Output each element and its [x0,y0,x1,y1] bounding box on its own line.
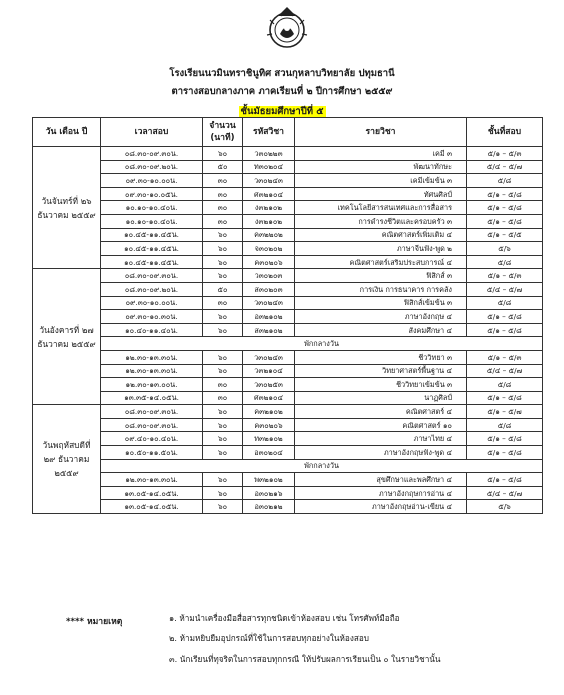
table-row [33,446,543,460]
school-name: โรงเรียนนวมินทราชินูทิศ สวนกุหลาบวิทยาลัย ปทุมธานี [169,68,395,79]
table-row [33,160,543,174]
exam-time-cell: ๐๘.๓๐-๐๙.๒๐น. [101,282,203,296]
table-row [33,174,543,188]
grade-cell: ๕/๑ – ๕/๓ [467,269,543,283]
subject-name-cell: คณิตศาสตร์เสริมประสบการณ์ ๔ [295,255,467,269]
subject-name-cell: ชีววิทยาเข้มข้น ๓ [295,378,467,392]
subject-code-cell: พ๓๒๑๐๒ [243,473,295,487]
table-row [33,269,543,283]
grade-cell: ๕/๑ – ๕/๘ [467,187,543,201]
subject-code-cell: อ๓๐๒๑๒ [243,500,295,514]
subject-name-cell: สุขศึกษาและพลศึกษา ๔ [295,473,467,487]
table-row [33,350,543,364]
grade-cell: ๕/๑ – ๕/๘ [467,323,543,337]
exam-minutes-cell: ๓๐ [203,201,243,215]
exam-day-cell: วันจันทร์ที่ ๒๖ ธันวาคม ๒๕๕๙ [33,147,101,269]
subject-code-cell: ค๓๐๒๐๖ [243,418,295,432]
subject-code-cell: ท๓๐๒๐๔ [243,160,295,174]
subject-name-cell: เคมีเข้มข้น ๓ [295,174,467,188]
exam-minutes-cell: ๖๐ [203,418,243,432]
subject-code-cell: อ๓๐๒๑๖ [243,486,295,500]
table-row [33,228,543,242]
subject-code-cell: ท๓๒๑๐๒ [243,432,295,446]
subject-name-cell: วิทยาศาสตร์พื้นฐาน ๔ [295,364,467,378]
grade-cell: ๕/๑ – ๕/๓ [467,147,543,161]
subject-code-cell: อ๓๒๑๐๒ [243,310,295,324]
subject-code-cell: ว๓๒๑๐๔ [243,364,295,378]
exam-minutes-cell: ๓๐ [203,187,243,201]
exam-time-cell: ๐๘.๓๐-๐๙.๒๐น. [101,160,203,174]
subject-code-cell: ว๓๐๒๒๓ [243,147,295,161]
exam-time-cell: ๑๒.๓๐-๑๓.๓๐น. [101,350,203,364]
subject-code-cell: ศ๓๒๑๐๔ [243,391,295,405]
column-header-time: เวลาสอบ [101,118,203,147]
subject-name-cell: คณิตศาสตร์ ๑๐ [295,418,467,432]
exam-schedule-table [32,117,543,514]
grade-cell: ๕/๔ – ๕/๗ [467,486,543,500]
grade-cell: ๕/๘ [467,174,543,188]
exam-time-cell: ๐๙.๓๐-๑๐.๐๐น. [101,174,203,188]
grade-cell: ๕/๑ – ๕/๘ [467,391,543,405]
subject-name-cell: ภาษาไทย ๔ [295,432,467,446]
subject-name-cell: สังคมศึกษา ๔ [295,323,467,337]
exam-time-cell: ๑๒.๓๐-๑๓.๓๐น. [101,364,203,378]
grade-cell: ๕/๘ [467,255,543,269]
lunch-break-row [33,337,543,351]
table-row [33,282,543,296]
table-row [33,214,543,228]
table-row [33,310,543,324]
exam-time-cell: ๑๓.๐๕-๑๔.๐๕น. [101,500,203,514]
subject-code-cell: ส๓๐๒๐๓ [243,282,295,296]
exam-minutes-cell: ๖๐ [203,432,243,446]
grade-cell: ๕/๘ [467,378,543,392]
column-header-code: รหัสวิชา [243,118,295,147]
exam-time-cell: ๑๐.๔๐-๑๑.๔๐น. [101,323,203,337]
subject-code-cell: ว๓๐๒๔๓ [243,350,295,364]
exam-time-cell: ๑๓.๓๕-๑๔.๐๕น. [101,391,203,405]
exam-time-cell: ๐๘.๓๐-๐๙.๓๐น. [101,405,203,419]
column-header-subject: รายวิชา [295,118,467,147]
subject-code-cell: ค๓๒๒๐๒ [243,228,295,242]
schedule-title: ตารางสอบกลางภาค ภาคเรียนที่ ๒ ปีการศึกษา ๒๕๕๙ [171,86,393,97]
column-header-day: วัน เดือน ปี [33,118,101,147]
exam-minutes-cell: ๖๐ [203,269,243,283]
note-item: ๓. นักเรียนที่ทุจริตในการสอบทุกกรณี ให้ปรับผลการเรียนเป็น ๐ ในรายวิชานั้น [169,654,441,664]
subject-code-cell: จ๓๐๒๐๒ [243,242,295,256]
subject-code-cell: อ๓๐๒๐๔ [243,446,295,460]
grade-cell: ๕/๑ – ๕/๗ [467,405,543,419]
subject-code-cell: ง๓๒๑๐๒ [243,214,295,228]
grade-level-highlight: ชั้นมัธยมศึกษาปีที่ ๕ [240,106,324,117]
grade-cell: ๕/๔ – ๕/๗ [467,160,543,174]
subject-name-cell: พัฒนาทักษะ [295,160,467,174]
subject-name-cell: คณิตศาสตร์ ๔ [295,405,467,419]
exam-time-cell: ๐๘.๓๐-๐๙.๓๐น. [101,269,203,283]
exam-minutes-cell: ๖๐ [203,446,243,460]
table-row [33,296,543,310]
exam-time-cell: ๐๘.๓๐-๐๙.๓๐น. [101,147,203,161]
table-row [33,473,543,487]
exam-day-cell: วันพฤหัสบดีที่ ๒๙ ธันวาคม ๒๕๕๙ [33,405,101,514]
subject-name-cell: คณิตศาสตร์เพิ่มเติม ๔ [295,228,467,242]
table-header-row [33,118,543,147]
exam-time-cell: ๑๒.๓๐-๑๓.๓๐น. [101,473,203,487]
subject-code-cell: ว๓๐๒๔๓ [243,174,295,188]
table-row [33,187,543,201]
subject-code-cell: ส๓๒๑๐๒ [243,323,295,337]
notes-title: **** หมายเหตุ [66,617,123,627]
grade-cell: ๕/๑ – ๕/๘ [467,214,543,228]
grade-cell: ๕/๖ [467,242,543,256]
grade-cell: ๕/๔ – ๕/๗ [467,282,543,296]
exam-minutes-cell: ๖๐ [203,147,243,161]
subject-code-cell: ว๓๐๒๕๓ [243,378,295,392]
exam-time-cell: ๐๘.๓๐-๐๙.๓๐น. [101,418,203,432]
column-header-grade: ชั้นที่สอบ [467,118,543,147]
table-row [33,418,543,432]
subject-name-cell: เคมี ๓ [295,147,467,161]
exam-time-cell: ๑๒.๓๐-๑๓.๐๐น. [101,378,203,392]
note-item: ๒. ห้ามหยิบยืมอุปกรณ์ที่ใช้ในการสอบทุกอย่างในห้องสอบ [169,633,369,643]
subject-name-cell: นาฏศิลป์ [295,391,467,405]
exam-minutes-cell: ๖๐ [203,323,243,337]
grade-cell: ๕/๑ – ๕/๘ [467,432,543,446]
subject-code-cell: ค๓๒๑๐๒ [243,405,295,419]
subject-name-cell: การดำรงชีวิตและครอบครัว ๓ [295,214,467,228]
lunch-break-label: พักกลางวัน [101,459,543,473]
column-header-minutes: จำนวน (นาที) [203,118,243,147]
grade-cell: ๕/๖ [467,500,543,514]
exam-time-cell: ๑๐.๑๐-๑๐.๔๐น. [101,214,203,228]
school-seal-icon [264,4,310,50]
lunch-break-row [33,459,543,473]
subject-code-cell: ว๓๐๒๐๓ [243,269,295,283]
exam-time-cell: ๐๙.๓๐-๑๐.๓๐น. [101,310,203,324]
exam-time-cell: ๐๙.๓๐-๑๐.๐๐น. [101,296,203,310]
table-row [33,201,543,215]
exam-minutes-cell: ๕๐ [203,282,243,296]
subject-code-cell: ง๓๒๑๐๒ [243,201,295,215]
exam-minutes-cell: ๓๐ [203,378,243,392]
grade-cell: ๕/๘ [467,296,543,310]
exam-minutes-cell: ๖๐ [203,405,243,419]
exam-time-cell: ๐๙.๔๐-๑๐.๔๐น. [101,432,203,446]
exam-minutes-cell: ๓๐ [203,391,243,405]
exam-minutes-cell: ๖๐ [203,486,243,500]
exam-minutes-cell: ๖๐ [203,310,243,324]
lunch-break-label: พักกลางวัน [101,337,543,351]
subject-name-cell: ภาษาอังกฤษฟัง-พูด ๔ [295,446,467,460]
table-row [33,364,543,378]
subject-name-cell: ภาษาอังกฤษการอ่าน ๔ [295,486,467,500]
exam-minutes-cell: ๓๐ [203,214,243,228]
subject-name-cell: เทคโนโลยีสารสนเทศและการสื่อสาร [295,201,467,215]
exam-time-cell: ๑๐.๕๐-๑๑.๕๐น. [101,446,203,460]
exam-minutes-cell: ๓๐ [203,174,243,188]
exam-time-cell: ๑๓.๐๕-๑๔.๐๕น. [101,486,203,500]
exam-time-cell: ๑๐.๔๕-๑๑.๔๕น. [101,228,203,242]
table-row [33,242,543,256]
exam-day-cell: วันอังคารที่ ๒๗ ธันวาคม ๒๕๕๙ [33,269,101,405]
table-row [33,500,543,514]
grade-cell: ๕/๔ – ๕/๗ [467,364,543,378]
table-row [33,405,543,419]
exam-time-cell: ๑๐.๑๐-๑๐.๔๐น. [101,201,203,215]
subject-code-cell: ว๓๐๒๔๓ [243,296,295,310]
note-item: ๑. ห้ามนำเครื่องมือสื่อสารทุกชนิดเข้าห้องสอบ เช่น โทรศัพท์มือถือ [169,613,400,623]
exam-minutes-cell: ๖๐ [203,255,243,269]
exam-minutes-cell: ๖๐ [203,228,243,242]
exam-time-cell: ๑๐.๔๕-๑๑.๔๕น. [101,255,203,269]
table-row [33,147,543,161]
table-row [33,378,543,392]
grade-cell: ๕/๑ – ๕/๕ [467,228,543,242]
table-row [33,323,543,337]
exam-minutes-cell: ๖๐ [203,500,243,514]
grade-cell: ๕/๑ – ๕/๓ [467,350,543,364]
exam-schedule-body [33,147,543,514]
subject-name-cell: ภาษาอังกฤษอ่าน-เขียน ๔ [295,500,467,514]
subject-name-cell: ภาษาอังกฤษ ๔ [295,310,467,324]
table-row [33,391,543,405]
subject-name-cell: ฟิสิกส์ ๓ [295,269,467,283]
grade-cell: ๕/๑ – ๕/๘ [467,473,543,487]
subject-name-cell: ทัศนศิลป์ [295,187,467,201]
subject-code-cell: ศ๓๒๑๐๔ [243,187,295,201]
exam-minutes-cell: ๖๐ [203,350,243,364]
exam-time-cell: ๑๐.๔๕-๑๑.๔๕น. [101,242,203,256]
subject-code-cell: ค๓๐๒๐๖ [243,255,295,269]
table-row [33,255,543,269]
table-row [33,432,543,446]
subject-name-cell: ชีววิทยา ๓ [295,350,467,364]
grade-cell: ๕/๑ – ๕/๘ [467,446,543,460]
exam-minutes-cell: ๖๐ [203,242,243,256]
exam-minutes-cell: ๕๐ [203,160,243,174]
subject-name-cell: ฟิสิกส์เข้มข้น ๓ [295,296,467,310]
table-row [33,486,543,500]
grade-cell: ๕/๑ – ๕/๘ [467,310,543,324]
exam-time-cell: ๐๙.๓๐-๑๐.๐๕น. [101,187,203,201]
subject-name-cell: การเงิน การธนาคาร การคลัง [295,282,467,296]
exam-minutes-cell: ๓๐ [203,296,243,310]
grade-cell: ๕/๑ – ๕/๘ [467,201,543,215]
exam-minutes-cell: ๖๐ [203,473,243,487]
exam-minutes-cell: ๖๐ [203,364,243,378]
subject-name-cell: ภาษาจีนฟัง-พูด ๒ [295,242,467,256]
grade-cell: ๕/๘ [467,418,543,432]
